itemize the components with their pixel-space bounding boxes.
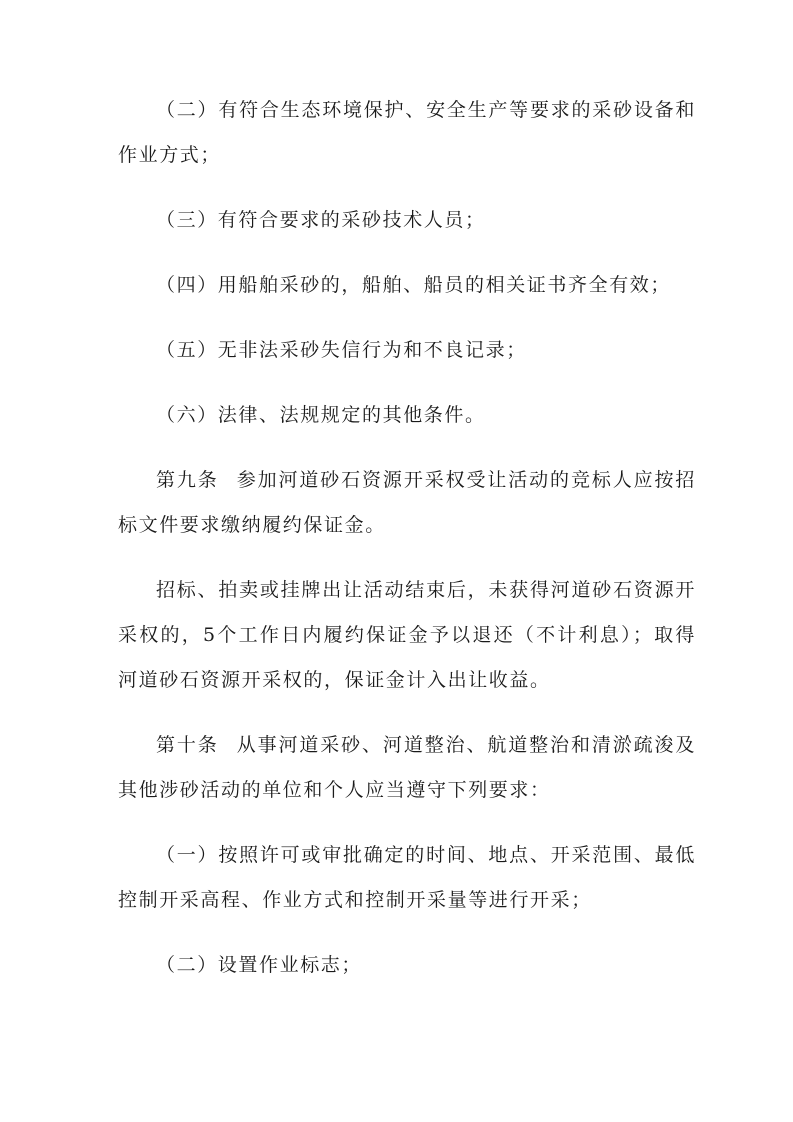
paragraph-requirement-2: （二）设置作业标志； — [156, 954, 363, 976]
paragraph-deposit-refund: 招标、拍卖或挂牌出让活动结束后，未获得河道砂石资源开采权的，5个工作日内履约保证金予以退还（不计利息）；取得河道砂石资源开采权的，保证金计入出让收益。 — [118, 579, 696, 691]
paragraph-condition-6: （六）法律、法规规定的其他条件。 — [156, 404, 486, 426]
article-text: 参加河道砂石资源开采权受让活动的竞标人应按招标文件要求缴纳履约保证金。 — [118, 469, 696, 536]
paragraph-requirement-1: （一）按照许可或审批确定的时间、地点、开采范围、最低控制开采高程、作业方式和控制开采量等进行开采； — [118, 844, 696, 911]
paragraph-condition-5: （五）无非法采砂失信行为和不良记录； — [156, 339, 527, 361]
document-body — [118, 88, 696, 988]
paragraph-condition-2: （二）有符合生态环境保护、安全生产等要求的采砂设备和作业方式； — [118, 99, 696, 166]
article-number: 第十条 — [156, 734, 219, 756]
paragraph-condition-4: （四）用船舶采砂的，船舶、船员的相关证书齐全有效； — [156, 274, 672, 296]
article-number: 第九条 — [156, 469, 219, 491]
paragraph-article-9 — [118, 458, 696, 548]
paragraph-article-10 — [118, 723, 696, 813]
paragraph-condition-3: （三）有符合要求的采砂技术人员； — [156, 209, 486, 231]
article-text: 从事河道采砂、河道整治、航道整治和清淤疏浚及其他涉砂活动的单位和个人应当遵守下列要求： — [118, 734, 696, 801]
